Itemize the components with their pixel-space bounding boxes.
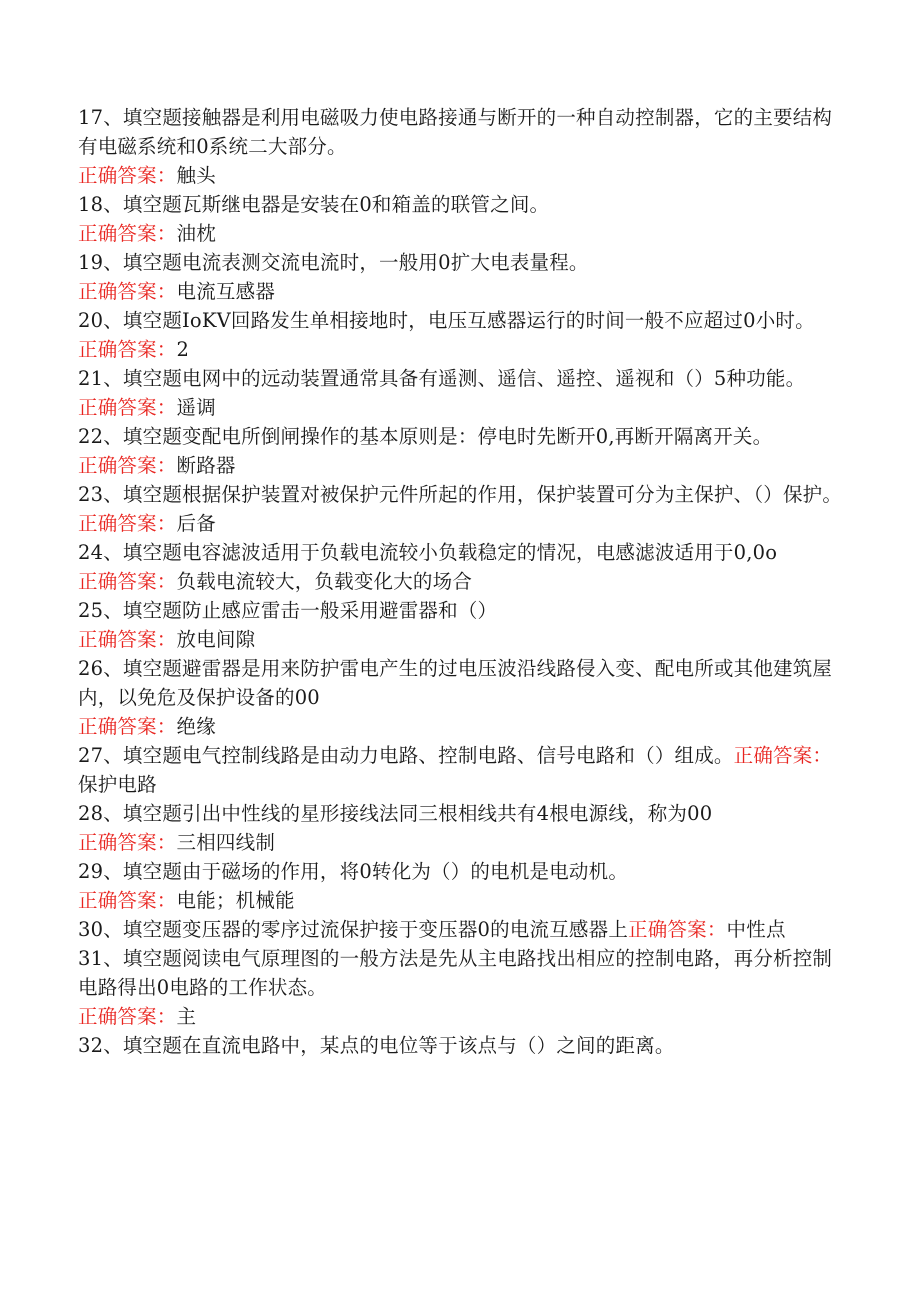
answer-text: 电流互感器 bbox=[176, 280, 276, 303]
answer-20 bbox=[78, 335, 850, 364]
answer-text: 保护电路 bbox=[78, 773, 157, 796]
question-26: 26、填空题避雷器是用来防护雷电产生的过电压波沿线路侵入变、配电所或其他建筑屋内，以免危及保护设备的00 bbox=[78, 657, 833, 709]
answer-text: 断路器 bbox=[176, 454, 236, 477]
answer-label: 正确答案： bbox=[78, 889, 177, 912]
question-17: 17、填空题接触器是利用电磁吸力使电路接通与断开的一种自动控制器，它的主要结构有电磁系统和0系统二大部分。 bbox=[78, 106, 833, 158]
answer-text: 绝缘 bbox=[176, 715, 216, 738]
answer-label: 正确答案： bbox=[78, 570, 177, 593]
answer-28 bbox=[78, 828, 850, 857]
answer-22 bbox=[78, 451, 850, 480]
answer-label: 正确答案： bbox=[628, 918, 727, 941]
answer-label: 正确答案： bbox=[78, 222, 177, 245]
answer-26 bbox=[78, 712, 850, 741]
answer-text: 2 bbox=[176, 338, 190, 361]
answer-23 bbox=[78, 509, 850, 538]
answer-text: 触头 bbox=[176, 164, 216, 187]
question-text: 27、填空题电气控制线路是由动力电路、控制电路、信号电路和（）组成。 bbox=[78, 744, 734, 767]
question-29: 29、填空题由于磁场的作用，将0转化为（）的电机是电动机。 bbox=[78, 860, 629, 883]
answer-label: 正确答案： bbox=[78, 512, 177, 535]
question-23: 23、填空题根据保护装置对被保护元件所起的作用，保护装置可分为主保护、（）保护。 bbox=[78, 483, 843, 506]
answer-text: 负载电流较大，负载变化大的场合 bbox=[176, 570, 473, 593]
question-22: 22、填空题变配电所倒闸操作的基本原则是：停电时先断开0,再断开隔离开关。 bbox=[78, 425, 773, 448]
answer-text: 遥调 bbox=[176, 396, 216, 419]
question-18: 18、填空题瓦斯继电器是安装在0和箱盖的联管之间。 bbox=[78, 193, 550, 216]
question-20: 20、填空题IoKV回路发生单相接地时，电压互感器运行的时间一般不应超过0小时。 bbox=[78, 309, 815, 332]
answer-text: 电能；机械能 bbox=[176, 889, 295, 912]
answer-17 bbox=[78, 161, 850, 190]
answer-label: 正确答案： bbox=[78, 628, 177, 651]
answer-text: 主 bbox=[176, 1005, 197, 1028]
question-30 bbox=[78, 915, 850, 944]
answer-29 bbox=[78, 886, 850, 915]
question-31: 31、填空题阅读电气原理图的一般方法是先从主电路找出相应的控制电路，再分析控制电路得出0电路的工作状态。 bbox=[78, 947, 833, 999]
question-25: 25、填空题防止感应雷击一般采用避雷器和（） bbox=[78, 599, 498, 622]
answer-label: 正确答案： bbox=[78, 396, 177, 419]
answer-18 bbox=[78, 219, 850, 248]
question-28: 28、填空题引出中性线的星形接线法同三根相线共有4根电源线，称为00 bbox=[78, 802, 713, 825]
answer-25 bbox=[78, 625, 850, 654]
document-body bbox=[78, 103, 850, 1060]
question-text: 30、填空题变压器的零序过流保护接于变压器0的电流互感器上 bbox=[78, 918, 629, 941]
answer-label: 正确答案： bbox=[78, 715, 177, 738]
answer-19 bbox=[78, 277, 850, 306]
answer-24 bbox=[78, 567, 850, 596]
answer-text: 后备 bbox=[176, 512, 216, 535]
answer-label: 正确答案： bbox=[733, 744, 833, 767]
question-24: 24、填空题电容滤波适用于负载电流较小负载稳定的情况，电感滤波适用于0,0o bbox=[78, 541, 778, 564]
question-27 bbox=[78, 741, 850, 799]
answer-text: 中性点 bbox=[726, 918, 786, 941]
answer-label: 正确答案： bbox=[78, 164, 177, 187]
answer-label: 正确答案： bbox=[78, 338, 177, 361]
answer-21 bbox=[78, 393, 850, 422]
question-19: 19、填空题电流表测交流电流时，一般用0扩大电表量程。 bbox=[78, 251, 589, 274]
answer-text: 放电间隙 bbox=[176, 628, 256, 651]
answer-text: 油枕 bbox=[176, 222, 216, 245]
question-32: 32、填空题在直流电路中，某点的电位等于该点与（）之间的距离。 bbox=[78, 1034, 675, 1057]
answer-label: 正确答案： bbox=[78, 831, 177, 854]
answer-label: 正确答案： bbox=[78, 1005, 177, 1028]
answer-label: 正确答案： bbox=[78, 454, 177, 477]
question-21: 21、填空题电网中的远动装置通常具备有遥测、遥信、遥控、遥视和（）5种功能。 bbox=[78, 367, 806, 390]
answer-label: 正确答案： bbox=[78, 280, 177, 303]
answer-31 bbox=[78, 1002, 850, 1031]
answer-text: 三相四线制 bbox=[176, 831, 276, 854]
